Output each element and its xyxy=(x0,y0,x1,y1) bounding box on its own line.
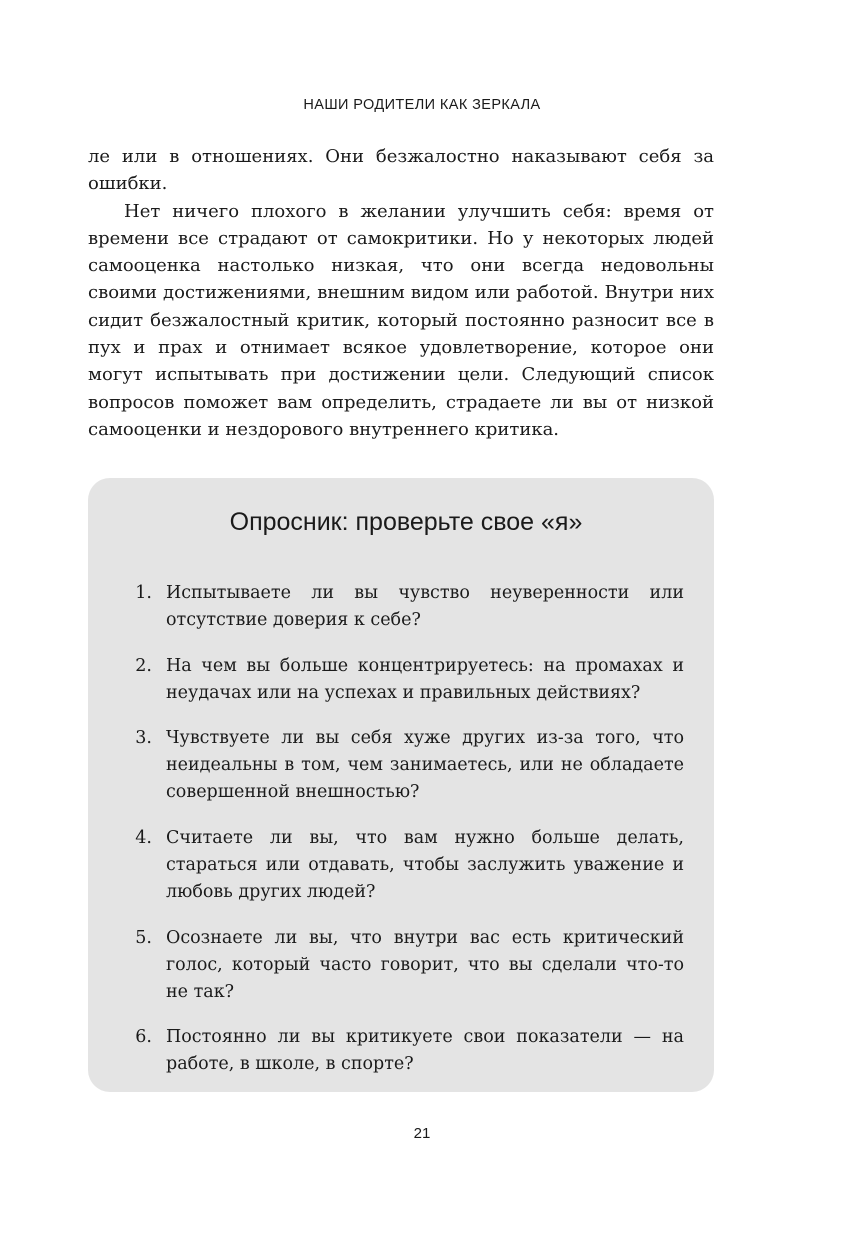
page-number: 21 xyxy=(413,1125,431,1142)
quiz-item-text: Испытываете ли вы чувство неуверенности или отсутствие доверия к себе? xyxy=(166,583,684,630)
quiz-title: Опросник: проверьте свое «я» xyxy=(229,508,583,536)
quiz-item xyxy=(128,825,684,906)
quiz-item xyxy=(128,580,684,634)
quiz-item-number: 5. xyxy=(135,927,152,948)
quiz-item-number: 3. xyxy=(135,728,152,749)
quiz-item-number: 1. xyxy=(135,583,152,603)
paragraph: Нет ничего плохого в желании улучшить себя: время от времени все страдают от самокритики. Но у некоторых людей самооценка настолько низкая, что они всегда недовольны своими достижениями, внешним видом или работой. Внутри них сидит безжалостный критик, который постоянно разносит все в пух и прах и отнимает всякое удовлетворение, которое они могут испытывать при достижении цели. Следующий список вопросов поможет вам определить, страдаете ли вы от низкой самооценки и нездорового внутреннего критика. xyxy=(88,200,714,440)
quiz-item xyxy=(128,653,684,707)
quiz-box xyxy=(88,478,714,1092)
quiz-list xyxy=(128,580,684,1078)
quiz-item xyxy=(128,725,684,806)
quiz-item xyxy=(128,925,684,1006)
running-header: НАШИ РОДИТЕЛИ КАК ЗЕРКАЛА xyxy=(303,97,541,113)
quiz-item-text: Чувствуете ли вы себя хуже других из-за того, что неидеальны в том, чем занимаетесь, или не обладаете совершенной внешностью? xyxy=(166,728,684,803)
quiz-item-text: Считаете ли вы, что вам нужно больше делать, стараться или отдавать, чтобы заслужить уважение и любовь других людей? xyxy=(166,828,684,903)
paragraph-continuation: ле или в отношениях. Они безжалостно наказывают себя за ошибки. xyxy=(88,146,714,195)
quiz-item-number: 6. xyxy=(135,1027,152,1048)
quiz-item xyxy=(128,1024,684,1078)
quiz-item-number: 2. xyxy=(135,655,152,676)
body-text xyxy=(88,143,714,443)
quiz-item-text: На чем вы больше концентрируетесь: на промахах и неудачах или на успехах и правильных действиях? xyxy=(166,655,684,703)
quiz-item-text: Осознаете ли вы, что внутри вас есть критический голос, который часто говорит, что вы сделали что-то не так? xyxy=(166,927,684,1002)
quiz-item-text: Постоянно ли вы критикуете свои показатели — на работе, в школе, в спорте? xyxy=(166,1027,684,1075)
quiz-item-number: 4. xyxy=(135,828,152,849)
